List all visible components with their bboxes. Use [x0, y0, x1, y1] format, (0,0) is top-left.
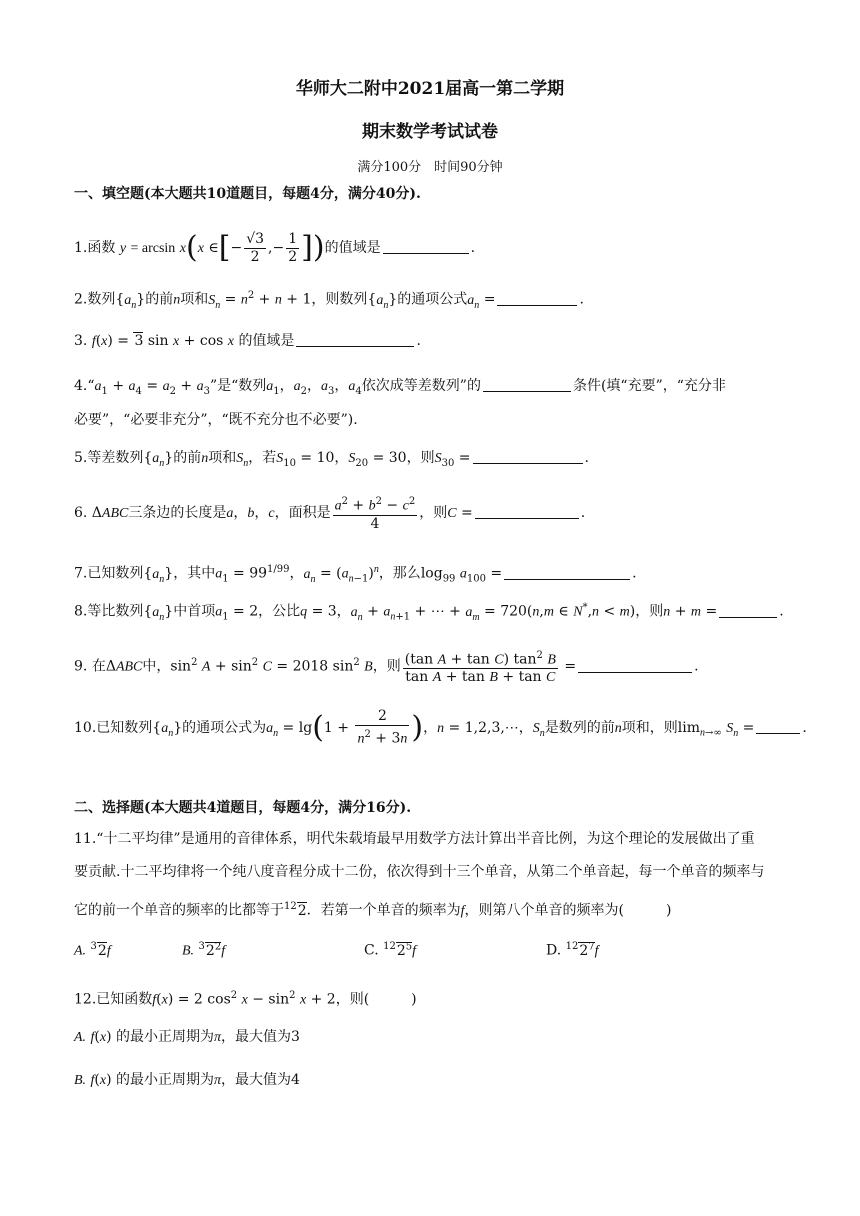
question-11-line-3: 它的前一个单音的频率的比都等于$^{12}$2．若第一个单音的频率为f，则第八个单音的频率为( )	[74, 901, 672, 919]
question-5: 5.等差数列$\{a_n\}$的前n项和$S_n$，若$S_{10} = 10$，$S_{20} = 30$，则$S_{30}$ = .	[74, 450, 589, 469]
option-11-a[interactable]: A. $^3$2f	[74, 941, 111, 959]
question-3: 3. f(x) = 3 sin x + cos x 的值域是 .	[74, 333, 421, 349]
exam-title: 华师大二附中2021届高一第二学期	[295, 79, 565, 99]
section-1-heading: 一、填空题(本大题共10道题目，每题4分，满分40分).	[74, 186, 421, 202]
answer-blank-5[interactable]	[473, 449, 583, 464]
question-7: 7.已知数列$\{a_n\}$，其中$a_1 = 99^{1/99}$，$a_n = (a_{n-1})^n$，那么$\log_{99} a_{100}$ = .	[74, 564, 637, 585]
option-11-d[interactable]: D. $^{12}2^7f$	[546, 941, 599, 959]
question-10: 10.已知数列$\{a_n\}$的通项公式为$a_n = \lg(1$ + $\frac{2}{n^2 + 3n}$ )，n = 1,2,3,⋯，$S_n$是数列的前n项和，则$\lim_{n\to\infty} S_n$ = .	[74, 708, 807, 747]
answer-blank-7[interactable]	[504, 565, 630, 580]
answer-blank-1[interactable]	[383, 239, 469, 254]
answer-blank-2[interactable]	[497, 291, 577, 306]
exam-info: 满分100分 时间90分钟	[357, 160, 503, 175]
question-4-line-2: 必要”，“必要非充分”，“既不充分也不必要”).	[74, 412, 358, 428]
option-11-b[interactable]: B. $^32^2f$	[182, 941, 226, 959]
answer-blank-6[interactable]	[475, 504, 579, 519]
question-6: 6. ΔABC三条边的长度是a，b，c，面积是 $\frac{a^2 + b^2 - c^2}{4}$ ，则C = .	[74, 493, 794, 533]
answer-blank-10[interactable]	[756, 719, 800, 734]
question-11-line-2: 要贡献.十二平均律将一个纯八度音程分成十二份，依次得到十三个单音，从第二个单音起，每一个单音的频率与	[74, 864, 765, 880]
option-12-b[interactable]: B. f(x) 的最小正周期为π，最大值为4	[74, 1072, 300, 1088]
answer-blank-8[interactable]	[719, 603, 777, 618]
question-2: 2.数列$\{a_n\}$的前n项和$S_n = n^2 + n + 1$，则数列$\{a_n\}$的通项公式$a_n$ = .	[74, 290, 584, 311]
question-1: 1.函数 y = arcsin x(x ∈[− $\frac{√3}{2}$ ,− $\frac{1}{2}$ ])的值域是 .	[74, 230, 476, 265]
question-4-line-1: $4.“a_1 + a_4 = a_2 + a_3$”是“数列$a_1$，$a_2$，$a_3$，$a_4$依次成等差数列”的 条件(填“充要”，“充分非	[74, 378, 726, 397]
section-2-heading: 二、选择题(本大题共4道题目，每题4分，满分16分).	[74, 800, 412, 816]
question-12: 12.已知函数f(x) = 2 $\cos^2 x - \sin^2 x + 2$，则( )	[74, 990, 417, 1008]
question-11-line-1: 11.“十二平均律”是通用的音律体系，明代朱载堉最早用数学方法计算出半音比例，为这个理论的发展做出了重	[74, 831, 755, 847]
answer-blank-3[interactable]	[296, 332, 414, 347]
question-9: 9. 在ΔABC中，$\sin^2 A + \sin^2 C = 2018$ $\sin^2 B$，则 $\frac{(\tan A + \tan C) \tan^2 B}{\text{tan A + tan B + tan C}}$ = .	[74, 645, 794, 686]
answer-blank-9[interactable]	[578, 658, 692, 673]
answer-blank-4[interactable]	[483, 377, 571, 392]
option-12-a[interactable]: A. f(x) 的最小正周期为π，最大值为3	[74, 1029, 300, 1045]
question-8: 8.等比数列$\{a_n\}$中首项$a_1 = 2$，公比q = 3，$a_n + a_{n+1}$ + ⋯ + $a_m = 720(n,m$ ∈ N*,n < m)，则n + m = .	[74, 602, 784, 623]
exam-subtitle: 期末数学考试试卷	[362, 122, 498, 142]
option-11-c[interactable]: C. $^{12}2^5f$	[364, 941, 417, 959]
